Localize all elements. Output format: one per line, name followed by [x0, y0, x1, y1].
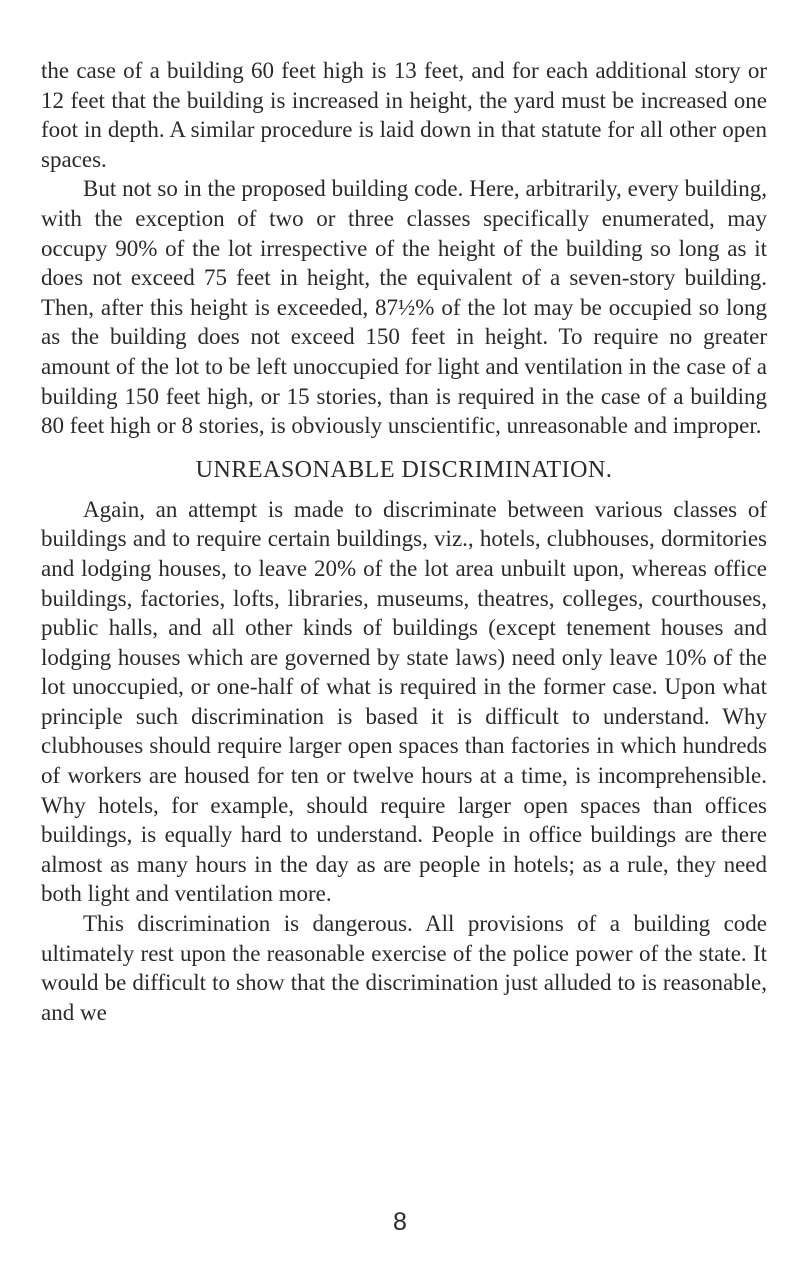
paragraph-continuation: the case of a building 60 feet high is 13 feet, and for each additional story or 12 feet that the building is increased in height, the yard must be increased one foot in depth. A similar procedure is laid down in that statute for all other open spaces.: [41, 58, 767, 172]
page-number: 8: [393, 1208, 407, 1236]
paragraph-building-code: But not so in the proposed building code. Here, arbitrarily, every building, with the exception of two or three classes specifically enumerated, may occupy 90% of the lot irrespective of the height of the building so long as it does not exceed 75 feet in height, the equivalent of a seven-story building. Then, after this height is exceeded, 87½% of the lot may be occupied so long as the building does not exceed 150 feet in height. To require no greater amount of the lot to be left unoccupied for light and ventilation in the case of a building 150 feet high, or 15 stories, than is required in the case of a building 80 feet high or 8 stories, is obviously unscientific, unreasonable and improper.: [41, 176, 767, 439]
paragraph-discrimination: Again, an attempt is made to discriminate between various classes of buildings and to require certain buildings, viz., hotels, clubhouses, dormitories and lodging houses, to leave 20% of the lot area unbuilt upon, whereas office buildings, factories, lofts, libraries, museums, theatres, colleges, courthouses, public halls, and all other kinds of buildings (except tenement houses and lodging houses which are governed by state laws) need only leave 10% of the lot unoccupied, or one-half of what is required in the former case. Upon what principle such discrimination is based it is difficult to understand. Why clubhouses should require larger open spaces than factories in which hundreds of workers are housed for ten or twelve hours at a time, is incomprehensible. Why hotels, for example, should require larger open spaces than offices buildings, is equally hard to understand. People in office buildings are there almost as many hours in the day as are people in hotels; as a rule, they need both light and ventilation more.: [41, 496, 767, 907]
page-body: [41, 56, 767, 1027]
section-heading: UNREASONABLE DISCRIMINATION.: [195, 456, 613, 483]
paragraph-dangerous: This discrimination is dangerous. All provisions of a building code ultimately rest upon the reasonable exercise of the police power of the state. It would be difficult to show that the discrimination just alluded to is reasonable, and we: [41, 911, 767, 1025]
